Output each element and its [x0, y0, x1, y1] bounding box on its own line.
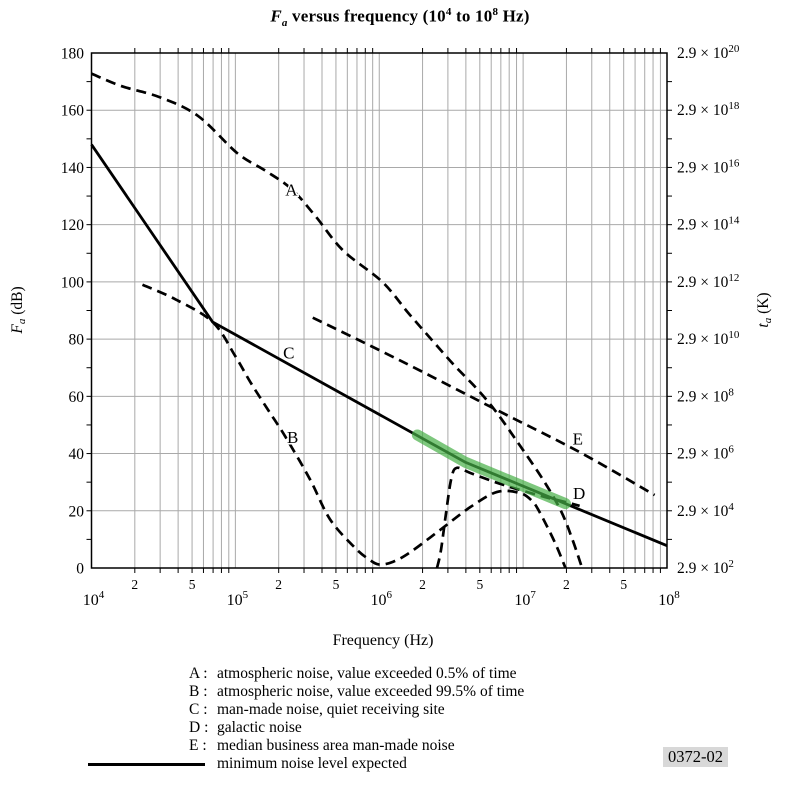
- legend-text: man-made noise, quiet receiving site: [217, 701, 445, 718]
- x-minor-tick-label: 2: [131, 577, 139, 592]
- y-left-tick-label: 20: [68, 503, 84, 521]
- legend-key: D :: [189, 719, 209, 736]
- x-minor-tick-label: 2: [275, 577, 283, 592]
- legend-text: atmospheric noise, value exceeded 99.5% of time: [217, 683, 525, 700]
- x-minor-tick-label: 5: [620, 577, 628, 592]
- y-right-tick-label: $2.9 \times 10^{20}$: [677, 43, 740, 62]
- y-right-tick-label: $2.9 \times 10^6$: [677, 443, 734, 463]
- y-right-tick-label: $2.9 \times 10^4$: [677, 500, 734, 520]
- title-f-symbol: F: [270, 6, 282, 26]
- legend-item-minimum-noise: [189, 755, 524, 773]
- curve-label-C: C: [283, 343, 295, 363]
- x-decade-label: $10^8$: [658, 589, 680, 609]
- legend-item-A: [189, 665, 524, 683]
- title-exponent-4: 4: [445, 6, 452, 18]
- legend-item-B: [189, 683, 524, 701]
- figure-number: 0372-02: [663, 747, 728, 767]
- x-decade-label: $10^4$: [82, 589, 105, 609]
- legend-text: minimum noise level expected: [217, 755, 407, 772]
- legend-text: atmospheric noise, value exceeded 0.5% of time: [217, 665, 517, 682]
- legend-key: B :: [189, 683, 208, 700]
- y-left-tick-label: 180: [60, 45, 84, 63]
- y-left-tick-label: 0: [76, 560, 84, 578]
- title-text-end: Hz): [498, 6, 530, 26]
- curve-B: [142, 285, 565, 568]
- title-f-subscript: a: [281, 17, 288, 30]
- curve-label-A: A: [285, 180, 298, 200]
- x-minor-tick-label: 5: [476, 577, 484, 592]
- legend-item-C: [189, 701, 524, 719]
- title-text: versus frequency (10: [287, 6, 446, 26]
- legend-item-E: [189, 737, 524, 755]
- legend: [189, 665, 524, 773]
- title-text-mid: to 10: [451, 6, 493, 26]
- legend-item-D: [189, 719, 524, 737]
- legend-key: C :: [189, 701, 208, 718]
- y-left-tick-label: 120: [60, 217, 84, 235]
- curve-label-E: E: [572, 429, 584, 449]
- y-left-axis-title: Fa (dB): [9, 286, 28, 334]
- y-right-axis-title: ta (K): [755, 292, 774, 328]
- y-right-tick-label: $2.9 \times 10^8$: [677, 386, 734, 406]
- curve-label-D: D: [572, 484, 586, 504]
- y-left-tick-label: 60: [68, 388, 84, 406]
- legend-text: median business area man-made noise: [217, 737, 455, 754]
- legend-solid-line-swatch: [88, 763, 205, 766]
- x-minor-tick-label: 5: [188, 577, 196, 592]
- legend-text: galactic noise: [217, 719, 302, 736]
- x-decade-label: $10^5$: [226, 589, 249, 609]
- x-axis-title: Frequency (Hz): [332, 632, 434, 649]
- y-left-tick-label: 100: [60, 274, 84, 292]
- y-right-tick-label: $2.9 \times 10^{18}$: [677, 100, 740, 120]
- y-left-tick-label: 160: [60, 102, 84, 120]
- legend-key: E :: [189, 737, 207, 754]
- title-exponent-8: 8: [492, 6, 499, 18]
- y-left-tick-label: 80: [68, 331, 84, 349]
- x-decade-label: $10^6$: [370, 589, 392, 609]
- y-right-tick-label: $2.9 \times 10^{16}$: [677, 157, 740, 177]
- curve-A: [92, 74, 586, 568]
- y-right-tick-label: $2.9 \times 10^{14}$: [677, 214, 740, 234]
- x-minor-tick-label: 5: [332, 577, 340, 592]
- y-left-tick-label: 140: [60, 159, 84, 177]
- legend-key: A :: [189, 665, 208, 682]
- curve-label-B: B: [286, 427, 299, 447]
- x-minor-tick-label: 2: [419, 577, 426, 592]
- x-decade-label: $10^7$: [514, 589, 536, 609]
- y-right-tick-label: $2.9 \times 10^{12}$: [677, 271, 740, 291]
- x-minor-tick-label: 2: [563, 577, 570, 592]
- y-right-tick-label: $2.9 \times 10^2$: [677, 558, 734, 577]
- y-right-tick-label: $2.9 \times 10^{10}$: [677, 329, 740, 349]
- y-left-tick-label: 40: [68, 446, 84, 464]
